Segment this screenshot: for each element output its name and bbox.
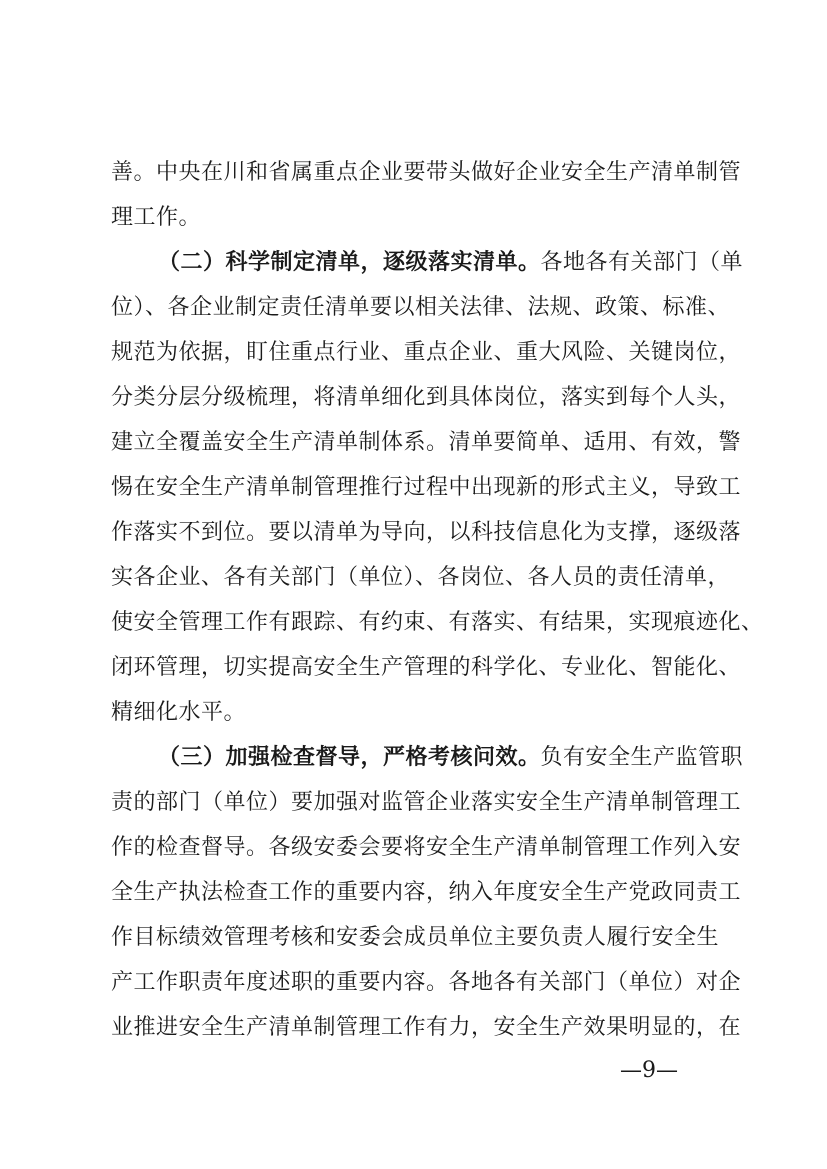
text-line: 闭环管理，切实提高安全生产管理的科学化、专业化、智能化、: [111, 655, 742, 680]
text-line: [111, 735, 744, 780]
text-line: 责的部门（单位）要加强对监管企业落实安全生产清单制管理工: [111, 790, 742, 815]
text-line: 作目标绩效管理考核和安委会成员单位主要负责人履行安全生: [111, 925, 719, 950]
text-line: 全生产执法检查工作的重要内容，纳入年度安全生产党政同责工: [111, 880, 742, 905]
text-line: 善。中央在川和省属重点企业要带头做好企业安全生产清单制管: [111, 160, 742, 185]
text-line: 实各企业、各有关部门（单位）、各岗位、各人员的责任清单，: [111, 565, 731, 590]
document-body: [111, 150, 764, 1050]
text-line: 惕在安全生产清单制管理推行过程中出现新的形式主义，导致工: [111, 475, 742, 500]
text-line: 规范为依据，盯住重点行业、重点企业、重大风险、关键岗位，: [111, 340, 742, 365]
text-line: 作落实不到位。要以清单为导向，以科技信息化为支撑，逐级落: [111, 520, 742, 545]
text-line: 产工作职责年度述职的重要内容。各地各有关部门（单位）对企: [111, 970, 742, 995]
text-line: 作的检查督导。各级安委会要将安全生产清单制管理工作列入安: [111, 835, 742, 860]
text-line: 业推进安全生产清单制管理工作有力，安全生产效果明显的，在: [111, 1015, 742, 1040]
text-line: 位）、各企业制定责任清单要以相关法律、法规、政策、标准、: [111, 295, 731, 320]
text-run: 各地各有关部门（单: [540, 250, 744, 275]
text-line: 使安全管理工作有跟踪、有约束、有落实、有结果，实现痕迹化、: [111, 610, 764, 635]
text-run: 负有安全生产监管职: [540, 745, 744, 770]
section-heading-2: （二）科学制定清单，逐级落实清单。: [158, 249, 541, 275]
text-line: 建立全覆盖安全生产清单制体系。清单要简单、适用、有效，警: [111, 430, 742, 455]
text-line: 分类分层分级梳理，将清单细化到具体岗位，落实到每个人头，: [111, 385, 742, 410]
text-line: [111, 240, 744, 285]
section-heading-3: （三）加强检查督导，严格考核问效。: [158, 744, 541, 770]
text-line: 理工作。: [111, 205, 202, 230]
text-line: 精细化水平。: [111, 700, 247, 725]
page-number: —9—: [620, 1058, 678, 1083]
